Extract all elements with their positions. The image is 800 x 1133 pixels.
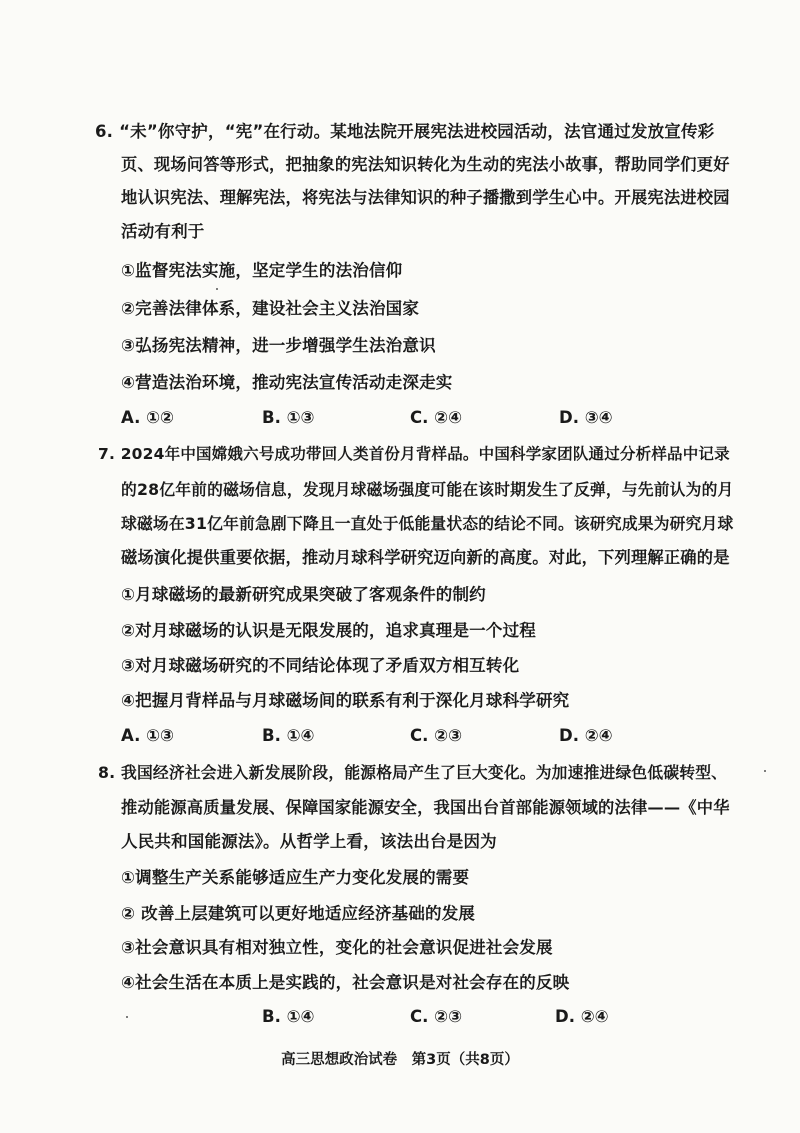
scan-speck bbox=[126, 1016, 128, 1018]
choice-b[interactable]: B. ①④ bbox=[262, 726, 315, 745]
option-2: ②完善法律体系，建设社会主义法治国家 bbox=[121, 299, 420, 318]
option-2: ②对月球磁场的认识是无限发展的，追求真理是一个过程 bbox=[121, 621, 536, 640]
choice-b[interactable]: B. ①③ bbox=[262, 408, 315, 427]
question-number: 8. bbox=[98, 763, 116, 782]
choice-d[interactable]: D. ③④ bbox=[559, 408, 613, 427]
option-1: ①调整生产关系能够适应生产力变化发展的需要 bbox=[121, 868, 470, 887]
question-number: 7. bbox=[98, 445, 116, 463]
choice-c[interactable]: C. ②③ bbox=[410, 726, 463, 745]
question-stem-text: “未”你守护，“宪”在行动。某地法院开展宪法进校园活动，法官通过发放宣传彩 bbox=[119, 122, 715, 141]
question-stem-text: 我国经济社会进入新发展阶段，能源格局产生了巨大变化。为加速推进绿色低碳转型、 bbox=[121, 763, 728, 782]
choice-d[interactable]: D. ②④ bbox=[559, 726, 613, 745]
choice-b[interactable]: B. ①④ bbox=[262, 1007, 315, 1026]
question-stem-text: 2024年中国嫦娥六号成功带回人类首份月背样品。中国科学家团队通过分析样品中记录 bbox=[120, 445, 730, 463]
choice-a[interactable]: A. ①③ bbox=[121, 726, 175, 745]
option-3: ③弘扬宪法精神，进一步增强学生法治意识 bbox=[121, 336, 436, 355]
option-1: ①月球磁场的最新研究成果突破了客观条件的制约 bbox=[121, 585, 486, 604]
choice-d[interactable]: D. ②④ bbox=[555, 1007, 609, 1026]
option-4: ④营造法治环境，推动宪法宣传活动走深走实 bbox=[121, 373, 453, 392]
option-4: ④社会生活在本质上是实践的，社会意识是对社会存在的反映 bbox=[121, 973, 570, 992]
question-8-line-1 bbox=[98, 762, 727, 784]
choice-a[interactable]: A. ①② bbox=[121, 408, 175, 427]
page-footer: 高三思想政治试卷 第3页（共8页） bbox=[281, 1052, 519, 1068]
question-stem-text: 球磁场在31亿年前急剧下降且一直处于低能量状态的结论不同。该研究成果为研究月球 bbox=[121, 514, 734, 533]
option-3: ③对月球磁场研究的不同结论体现了矛盾双方相互转化 bbox=[121, 656, 520, 675]
question-stem-text: 推动能源高质量发展、保障国家能源安全，我国出台首部能源领域的法律——《中华 bbox=[121, 798, 730, 817]
question-6-line-1 bbox=[95, 121, 714, 143]
question-7-line-1 bbox=[98, 443, 730, 465]
scan-speck bbox=[216, 288, 218, 290]
question-number: 6. bbox=[95, 122, 114, 141]
question-stem-text: 的28亿年前的磁场信息，发现月球磁场强度可能在该时期发生了反弹，与先前认为的月 bbox=[121, 480, 734, 499]
option-2: ② 改善上层建筑可以更好地适应经济基础的发展 bbox=[121, 904, 476, 923]
option-3: ③社会意识具有相对独立性，变化的社会意识促进社会发展 bbox=[121, 938, 553, 957]
question-stem-text: 活动有利于 bbox=[121, 222, 205, 241]
question-stem-text: 人民共和国能源法》。从哲学上看，该法出台是因为 bbox=[121, 832, 497, 851]
question-stem-text: 磁场演化提供重要依据，推动月球科学研究迈向新的高度。对此，下列理解正确的是 bbox=[121, 548, 730, 567]
choice-c[interactable]: C. ②③ bbox=[410, 1007, 463, 1026]
scan-speck bbox=[764, 770, 766, 772]
question-stem-text: 页、现场问答等形式，把抽象的宪法知识转化为生动的宪法小故事，帮助同学们更好 bbox=[121, 155, 730, 174]
question-stem-text: 地认识宪法、理解宪法，将宪法与法律知识的种子播撒到学生心中。开展宪法进校园 bbox=[121, 188, 730, 207]
option-1: ①监督宪法实施，坚定学生的法治信仰 bbox=[121, 261, 403, 280]
option-4: ④把握月背样品与月球磁场间的联系有利于深化月球科学研究 bbox=[121, 691, 570, 710]
choice-c[interactable]: C. ②④ bbox=[410, 408, 463, 427]
